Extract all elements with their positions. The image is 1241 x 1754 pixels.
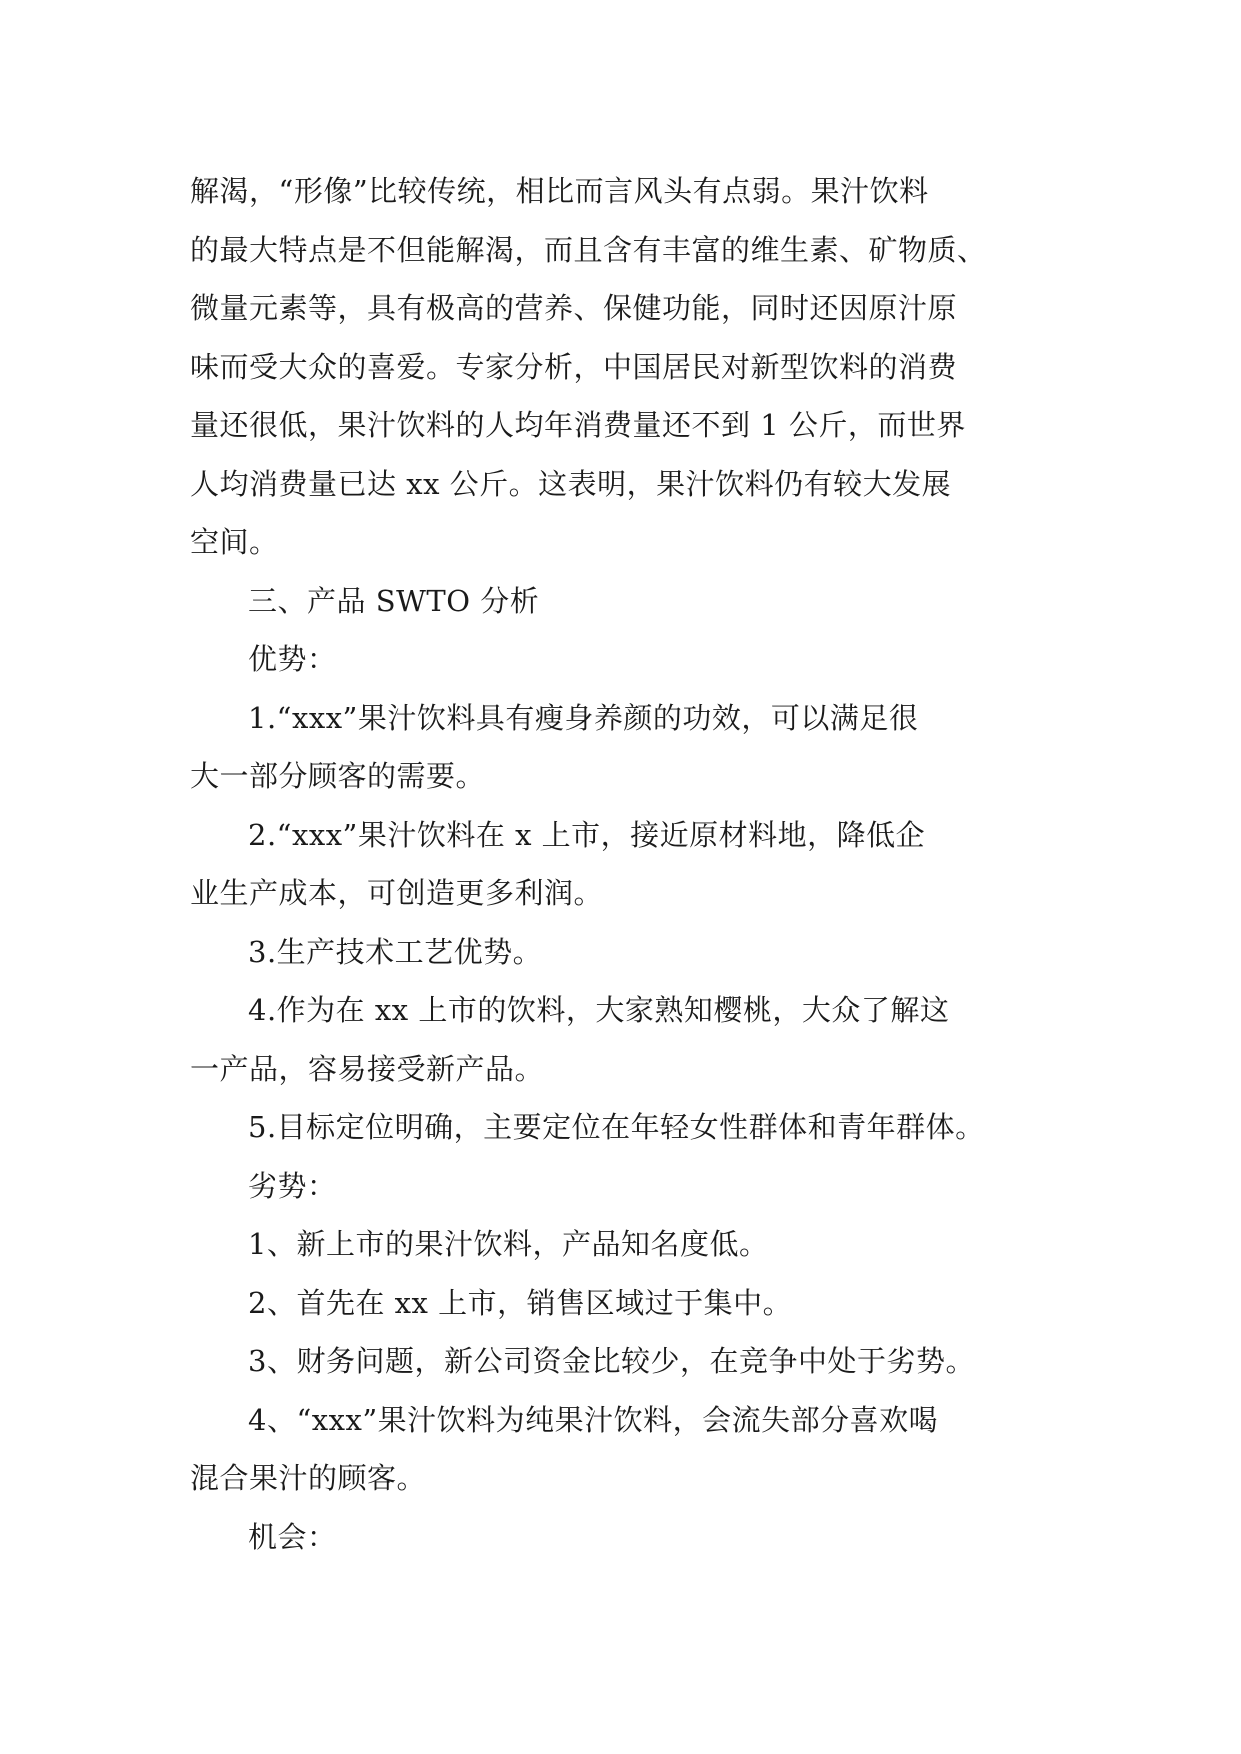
- text-line: 4.作为在 xx 上市的饮料，大家熟知樱桃，大众了解这: [248, 993, 950, 1027]
- text-line: 解渴，“形像”比较传统，相比而言风头有点弱。果汁饮料: [190, 174, 929, 208]
- text-line: 1.“xxx”果汁饮料具有瘦身养颜的功效，可以满足很: [248, 700, 919, 735]
- text-line: 混合果汁的顾客。: [190, 1461, 427, 1495]
- text-line: 一产品，容易接受新产品。: [190, 1051, 545, 1086]
- text-line: 机会：: [248, 1519, 337, 1554]
- paragraph-market-intro: [190, 162, 1060, 572]
- document-body: [190, 162, 1060, 1566]
- weakness-item-4: [190, 1391, 1060, 1508]
- strength-item-4: [190, 981, 1060, 1098]
- text-line: 人均消费量已达 xx 公斤。这表明，果汁饮料仍有较大发展: [190, 466, 952, 501]
- text-line: 优势：: [248, 642, 337, 676]
- text-line: 3.生产技术工艺优势。: [248, 934, 543, 969]
- strength-item-1: [190, 689, 1060, 806]
- text-line: 2、首先在 xx 上市，销售区域过于集中。: [248, 1285, 793, 1320]
- text-line: 2.“xxx”果汁饮料在 x 上市，接近原材料地，降低企: [248, 817, 926, 852]
- text-line: 劣势：: [248, 1168, 337, 1203]
- text-line: 1、新上市的果汁饮料，产品知名度低。: [248, 1227, 769, 1261]
- subheading-weaknesses: [190, 1157, 1060, 1216]
- strength-item-5: [190, 1098, 1060, 1157]
- text-line: 4、“xxx”果汁饮料为纯果汁饮料，会流失部分喜欢喝: [248, 1402, 939, 1437]
- subheading-strengths: [190, 630, 1060, 689]
- text-line: 微量元素等，具有极高的营养、保健功能，同时还因原汁原: [190, 291, 958, 325]
- text-line: 大一部分顾客的需要。: [190, 759, 486, 793]
- strength-item-2: [190, 806, 1060, 923]
- text-line: 的最大特点是不但能解渴，而且含有丰富的维生素、矿物质、: [190, 232, 987, 267]
- text-line: 业生产成本，可创造更多利润。: [190, 876, 604, 910]
- text-line: 味而受大众的喜爱。专家分析，中国居民对新型饮料的消费: [190, 349, 958, 384]
- text-line: 量还很低，果汁饮料的人均年消费量还不到 1 公斤，而世界: [190, 408, 966, 442]
- text-line: 5.目标定位明确，主要定位在年轻女性群体和青年群体。: [248, 1110, 985, 1144]
- section-heading-swot: [190, 572, 1060, 631]
- text-line: 空间。: [190, 525, 279, 559]
- subheading-opportunities: [190, 1508, 1060, 1567]
- weakness-item-2: [190, 1274, 1060, 1333]
- text-line: 三、产品 SWTO 分析: [248, 583, 540, 618]
- strength-item-3: [190, 923, 1060, 982]
- weakness-item-3: [190, 1332, 1060, 1391]
- weakness-item-1: [190, 1215, 1060, 1274]
- text-line: 3、财务问题，新公司资金比较少，在竞争中处于劣势。: [248, 1344, 975, 1378]
